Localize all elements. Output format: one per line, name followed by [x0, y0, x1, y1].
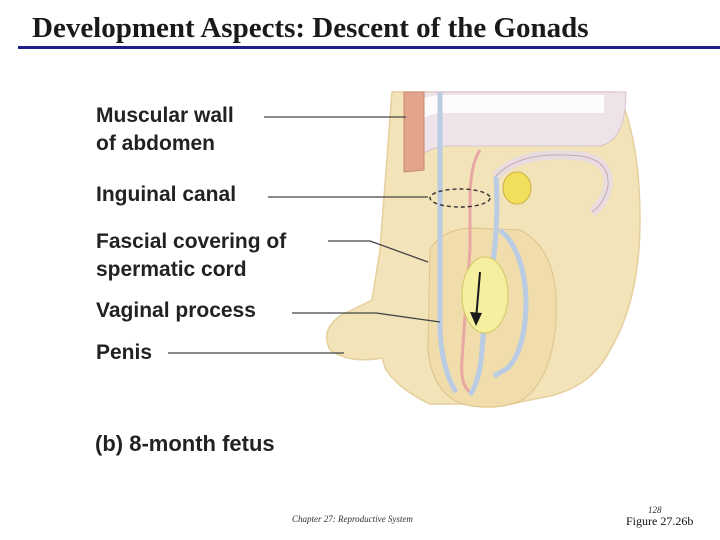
label-penis: Penis: [96, 341, 153, 364]
testis: [462, 257, 508, 333]
slide-title: Development Aspects: Descent of the Gonads: [32, 12, 589, 44]
figure-reference: Figure 27.26b: [626, 514, 694, 528]
label-muscular-wall-line2: of abdomen: [96, 132, 215, 155]
slide-number: 128: [648, 505, 662, 515]
figure-caption: (b) 8-month fetus: [95, 431, 275, 456]
testis-upper: [503, 172, 531, 204]
label-vaginal-process: Vaginal process: [96, 299, 256, 322]
label-muscular-wall-line1: Muscular wall: [96, 104, 234, 127]
chapter-footer: Chapter 27: Reproductive System: [292, 514, 413, 524]
label-inguinal-canal: Inguinal canal: [96, 183, 237, 206]
label-fascial-covering-line2: spermatic cord: [96, 258, 247, 281]
label-fascial-covering-line1: Fascial covering of: [96, 230, 287, 253]
muscular-wall: [404, 92, 424, 172]
